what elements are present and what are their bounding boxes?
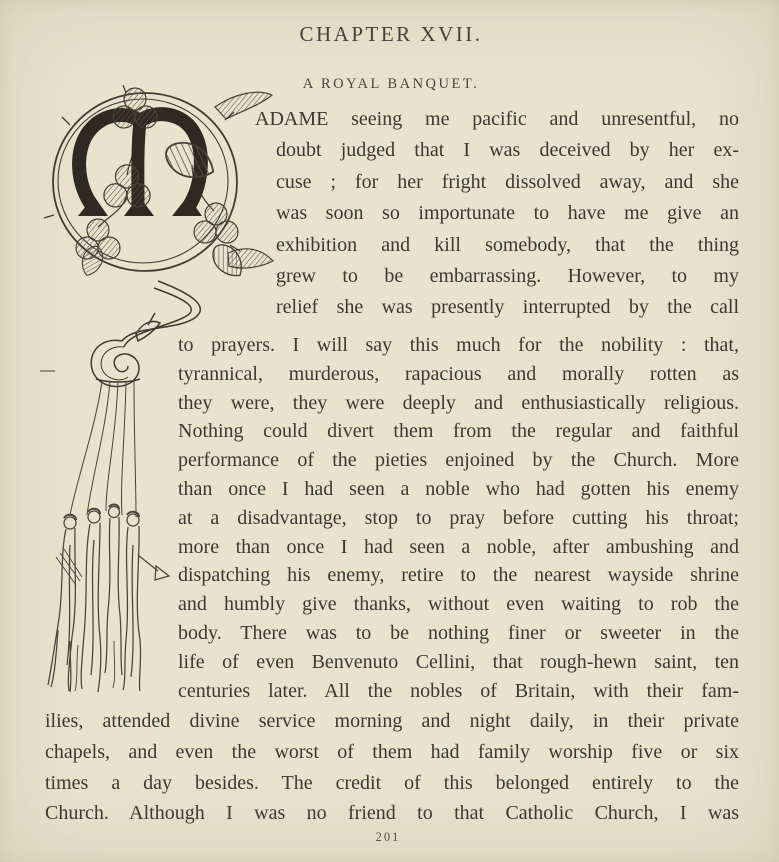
text-line: to prayers. I will say this much for the nobility : that,	[178, 334, 739, 356]
paragraph-full-width	[45, 706, 739, 829]
text-line: Nothing could divert them from the regular and faithful	[178, 420, 739, 443]
text-line: centuries later. All the nobles of Britain, with their fam-	[178, 679, 739, 702]
text-line: ilies, attended divine service morning and night daily, in their private	[45, 710, 739, 732]
text-line: than once I had seen a noble who had gotten his enemy	[178, 477, 739, 500]
paragraph-beside-tail	[178, 331, 739, 705]
text-line: more than once I had seen a noble, after ambushing and	[178, 535, 739, 558]
text-line: and humbly give thanks, without even waiting to rob the	[178, 593, 739, 616]
page-number: 201	[375, 830, 401, 844]
print-speck	[40, 370, 55, 372]
text-line: they were, they were deeply and enthusiastically religious.	[178, 391, 739, 414]
text-line: body. There was to be nothing finer or sweeter in the	[178, 621, 739, 644]
text-line: tyrannical, murderous, rapacious and morally rotten as	[178, 362, 739, 385]
text-line: doubt judged that I was deceived by her ex-	[276, 139, 739, 162]
text-line: performance of the pieties enjoined by the Church. More	[178, 449, 739, 472]
text-line: at a disadvantage, stop to pray before cutting his throat;	[178, 506, 739, 529]
text-line: chapels, and even the worst of them had family worship five or six	[45, 740, 739, 763]
text-line: life of even Benvenuto Cellini, that rough-hewn saint, ten	[178, 650, 739, 673]
text-line: exhibition and kill somebody, that the thing	[276, 233, 739, 256]
text-line: was soon so importunate to have me give an	[276, 202, 739, 225]
text-line: dispatching his enemy, retire to the nearest wayside shrine	[178, 564, 739, 587]
text-line: grew to be embarrassing. However, to my	[276, 264, 739, 287]
hanging-figures	[48, 505, 169, 692]
text-line: cuse ; for her fright dissolved away, and she	[276, 170, 739, 193]
paragraph-beside-initial	[255, 104, 739, 324]
chapter-subtitle: A ROYAL BANQUET.	[302, 76, 480, 92]
hanging-threads	[70, 381, 136, 517]
text-line: relief she was presently interrupted by the call	[276, 296, 739, 319]
text-line: Church. Although I was no friend to that Catholic Church, I was	[45, 802, 739, 825]
text-line: times a day besides. The credit of this belonged entirely to the	[45, 771, 739, 794]
text-line: ADAME seeing me pacific and unresentful, no	[255, 108, 739, 130]
chapter-heading: CHAPTER XVII.	[299, 22, 483, 46]
